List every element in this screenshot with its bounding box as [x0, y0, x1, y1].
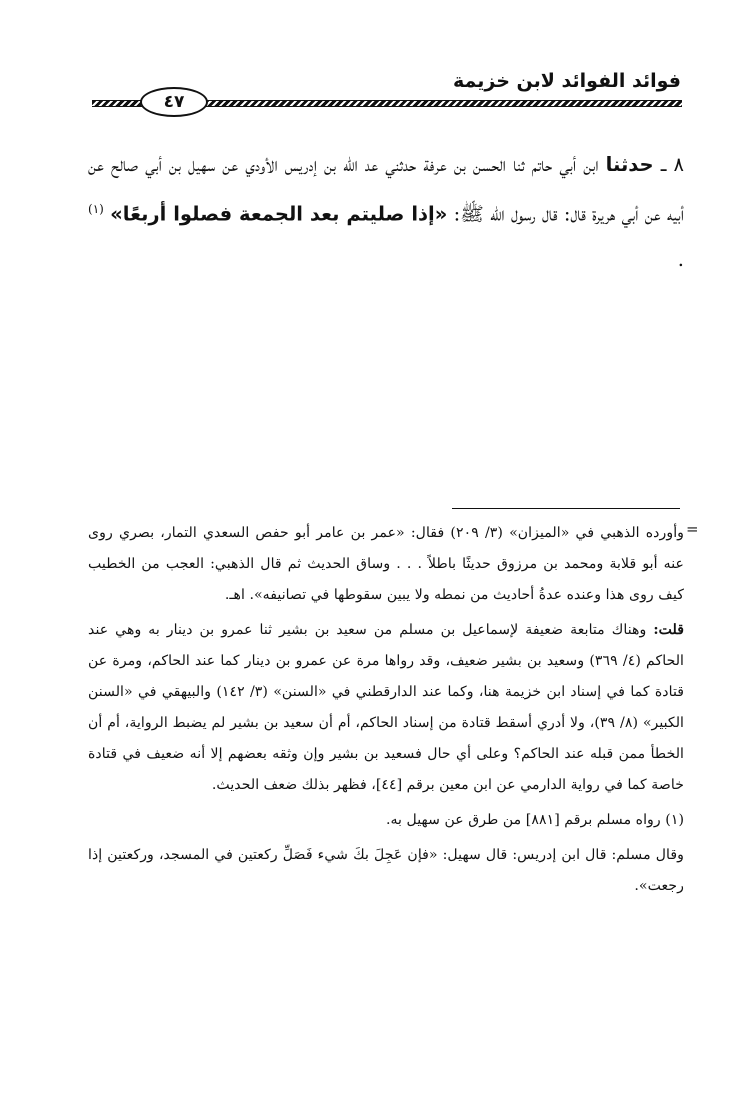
hadith-text: [88, 142, 684, 282]
hadith-number: ٨ ـ: [660, 153, 684, 176]
hadith-matn: «إذا صليتم بعد الجمعة فصلوا أربعًا»: [110, 202, 448, 226]
footnotes: [88, 518, 684, 902]
footnote-1-number: (١): [665, 812, 684, 828]
footnote-paragraph-2-text: وهناك متابعة ضعيفة لإسماعيل بن مسلم من سعيد بن بشير ثنا عمرو بن دينار به وهي عند الحاكم (٤/ ٣٦٩) وسعيد بن بشير ضعيف، وقد رواها مرة عن عمرو بن دينار كما عند الحاكم، ومرة عن قتادة كما في إسناد ابن خزيمة هنا، وكما عند الدارقطني في «السنن» (٣/ ١٤٢) والبيهقي في «السنن الكبير» (٨/ ٣٩)، ولا أدري أسقط قتادة من إسناد الحاكم، أم أن سعيد بن بشير لم يضبط الرواية، أم أن الخطأ ممن قبله عند الحاكم؟ وعلى أي حال فسعيد بن بشير وإن وثقه بعضهم إلا أنه ضعيف في قتادة خاصة كما في رواية الدارمي عن ابن معين برقم [٤٤]، فظهر بذلك ضعف الحديث.: [88, 622, 685, 793]
footnote-1-text: رواه مسلم برقم [٨٨١] من طرق عن سهيل به.: [385, 812, 661, 828]
hadith-lead-word: حدثنا: [605, 153, 654, 176]
page-number: ٤٧: [140, 87, 208, 117]
footnote-paragraph-2-label: قلت:: [653, 622, 684, 638]
footnote-1: [88, 805, 684, 836]
footnote-1-continuation: وقال مسلم: قال ابن إدريس: قال سهيل: «فإن عَجِلَ بكَ شيء فَصَلِّ ركعتين في المسجد، وركعتين إذا رجعت».: [88, 847, 684, 894]
footnote-separator: [452, 508, 680, 509]
continuation-mark: =: [686, 520, 699, 538]
footnote-reference: (١): [88, 202, 104, 216]
hadith-isnad: ابن أبي حاتم ثنا الحسن بن عرفة حدثني عد الله بن إدريس الأودي عن سهيل بن أبي صالح عن أبيه عن أبي هريرة قال: قال رسول الله ﷺ:: [88, 153, 685, 226]
running-title: فوائد الفوائد لابن خزيمة: [453, 70, 681, 92]
footnote-paragraph-2: [88, 615, 684, 801]
footnote-paragraph-1: وأورده الذهبي في «الميزان» (٣/ ٢٠٩) فقال: «عمر بن عامر أبو حفص السعدي التمار، بصري روى عنه أبو قلابة ومحمد بن مرزوق حديثًا باطلاً . . . وساق الحديث ثم قال الذهبي: العجب من الخطيب كيف روى هذا وعنده عدةُ أحاديث من نمطه ولا يبين سقوطها في تصانيفه». اهـ.: [88, 525, 684, 603]
end-mark: .: [677, 247, 684, 271]
